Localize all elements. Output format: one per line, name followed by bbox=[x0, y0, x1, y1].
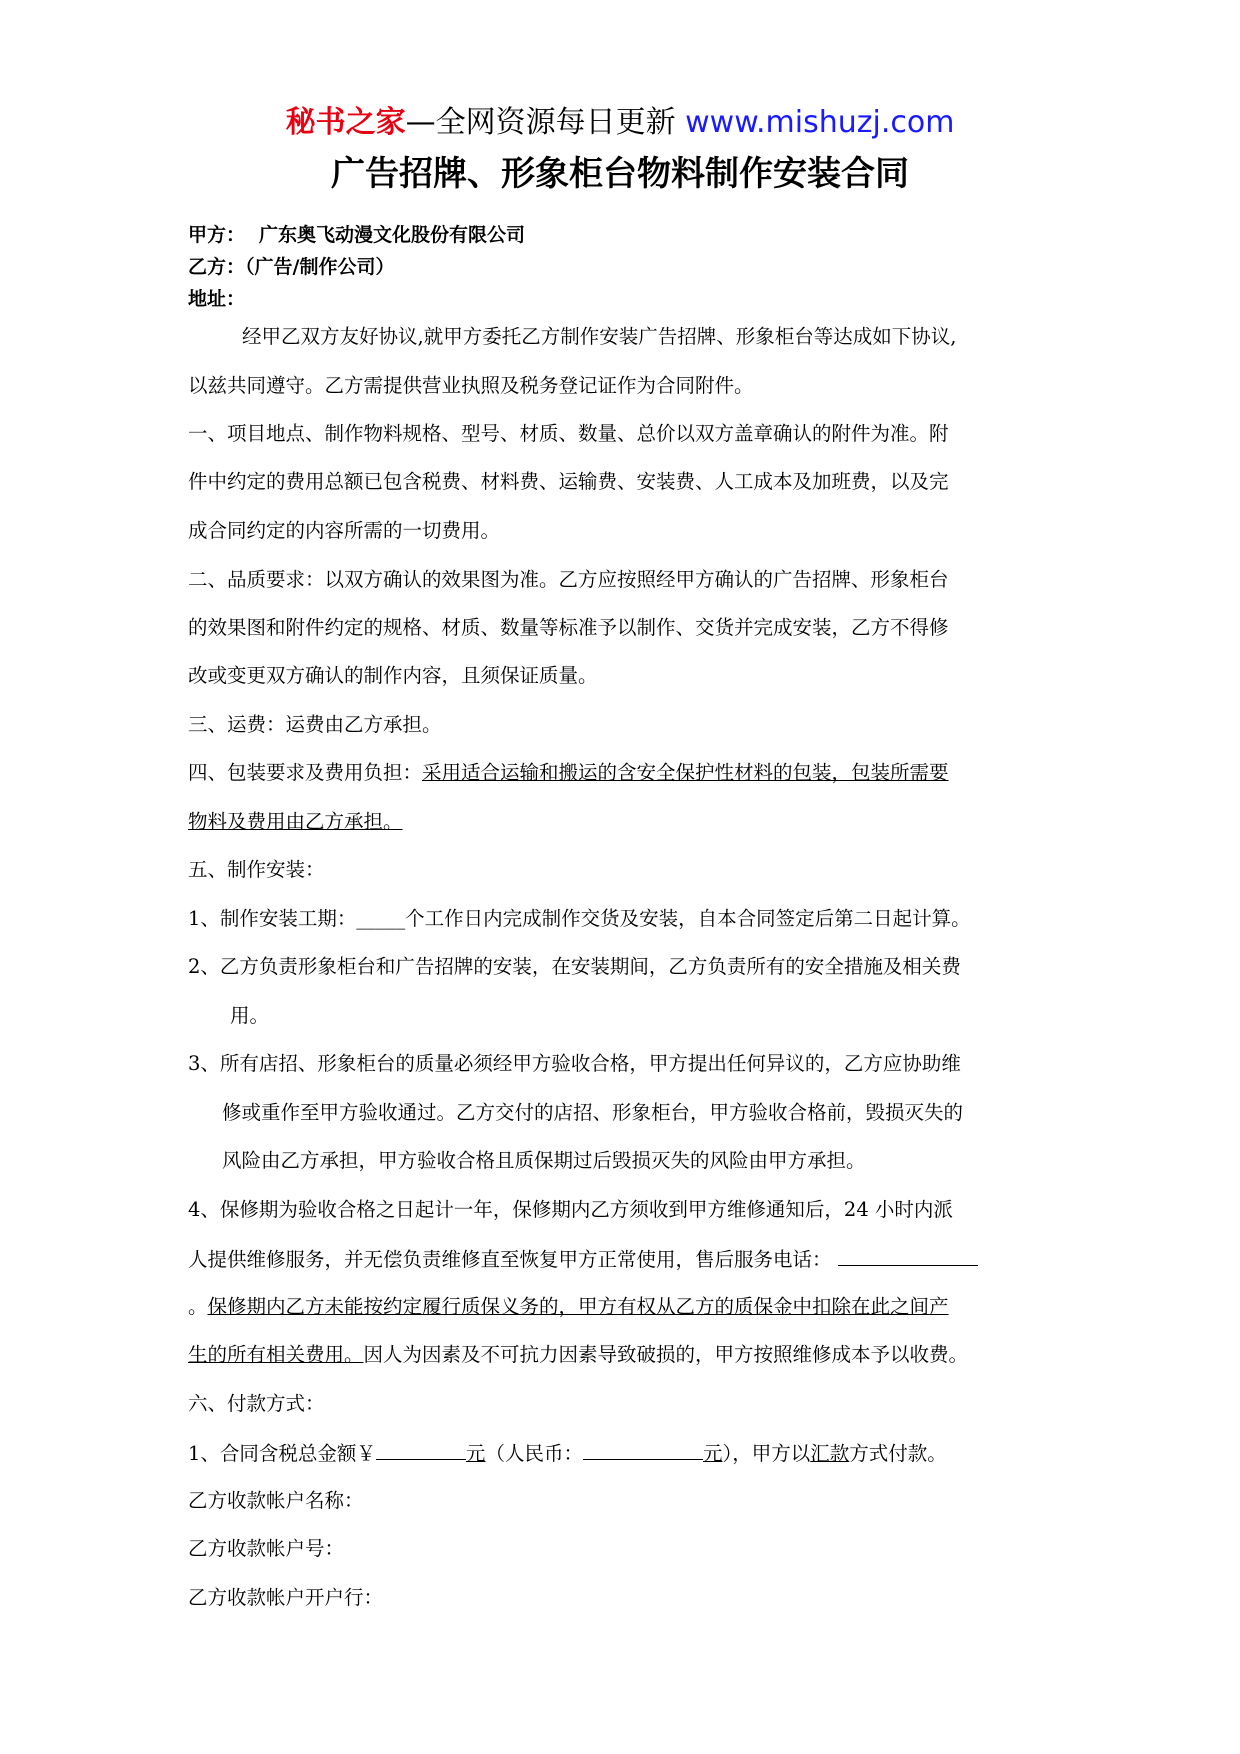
section-5-item-3: 风险由乙方承担，甲方验收合格且质保期过后毁损灭失的风险由甲方承担。 bbox=[222, 1149, 866, 1172]
section-3-line: 三、运费：运费由乙方承担。 bbox=[188, 713, 442, 736]
site-url-link[interactable]: www.mishuzj.com bbox=[685, 105, 955, 140]
service-phone-blank bbox=[838, 1243, 978, 1266]
payment-text: ），甲方以 bbox=[722, 1442, 811, 1465]
intro-line: 经甲乙双方友好协议,就甲方委托乙方制作安装广告招牌、形象柜台等达成如下协议, bbox=[242, 325, 957, 348]
party-b-value: （广告/制作公司） bbox=[245, 256, 395, 278]
address-label: 地址： bbox=[188, 288, 246, 310]
account-bank-line: 乙方收款帐户开户行： bbox=[188, 1586, 384, 1609]
address-line bbox=[188, 285, 245, 313]
site-banner bbox=[0, 103, 1240, 143]
amount-rmb-unit: 元 bbox=[702, 1442, 723, 1465]
item-4-underlined: 保修期内乙方未能按约定履行质保义务的，甲方有权从乙方的质保金中扣除在此之间产 bbox=[207, 1295, 949, 1318]
payment-tail: 方式付款。 bbox=[849, 1442, 947, 1465]
account-number-line: 乙方收款帐户号： bbox=[188, 1537, 345, 1560]
item-4-text: 人提供维修服务，并无偿负责维修直至恢复甲方正常使用，售后服务电话： bbox=[188, 1248, 832, 1271]
party-a-label: 甲方： bbox=[188, 224, 246, 246]
section-4-underlined: 采用适合运输和搬运的含安全保护性材料的包装，包装所需要 bbox=[422, 761, 949, 784]
section-4-prefix: 四、包装要求及费用负担： bbox=[188, 761, 423, 784]
section-5-item-2: 用。 bbox=[230, 1004, 270, 1027]
section-6-heading: 六、付款方式： bbox=[188, 1392, 325, 1415]
item-1-prefix: 1、制作安装工期： bbox=[188, 907, 357, 930]
amount-rmb-label: （人民币： bbox=[485, 1442, 583, 1465]
party-b-label: 乙方： bbox=[188, 256, 246, 278]
amount-prefix: 1、合同含税总金额￥ bbox=[188, 1442, 376, 1465]
item-1-suffix: 个工作日内完成制作交货及安装，自本合同签定后第二日起计算。 bbox=[405, 907, 971, 930]
document-title: 广告招牌、形象柜台物料制作安装合同 bbox=[331, 154, 909, 194]
brand-name: 秘书之家 bbox=[285, 105, 406, 140]
section-5-item-4 bbox=[188, 1243, 978, 1275]
section-6-item-1 bbox=[188, 1437, 947, 1469]
section-2-line: 改或变更双方确认的制作内容，且须保证质量。 bbox=[188, 664, 598, 687]
brand-slogan: —全网资源每日更新 bbox=[405, 105, 676, 140]
section-5-item-4: 4、保修期为验收合格之日起计一年，保修期内乙方须收到甲方维修通知后，24 小时内派 bbox=[188, 1198, 953, 1221]
intro-line: 以兹共同遵守。乙方需提供营业执照及税务登记证作为合同附件。 bbox=[188, 374, 754, 397]
item-1-blank: _____ bbox=[356, 907, 406, 930]
section-2-line: 二、品质要求：以双方确认的效果图为准。乙方应按照经甲方确认的广告招牌、形象柜台 bbox=[188, 568, 949, 591]
section-5-item-2: 2、乙方负责形象柜台和广告招牌的安装，在安装期间，乙方负责所有的安全措施及相关费 bbox=[188, 955, 961, 978]
section-1-line: 成合同约定的内容所需的一切费用。 bbox=[188, 519, 501, 542]
amount-rmb-blank bbox=[583, 1437, 703, 1460]
section-1-line: 一、项目地点、制作物料规格、型号、材质、数量、总价以双方盖章确认的附件为准。附 bbox=[188, 422, 949, 445]
amount-blank bbox=[376, 1437, 466, 1460]
item-4-prefix: 。 bbox=[188, 1295, 208, 1318]
section-1-line: 件中约定的费用总额已包含税费、材料费、运输费、安装费、人工成本及加班费，以及完 bbox=[188, 470, 949, 493]
party-a-value: 广东奥飞动漫文化股份有限公司 bbox=[259, 224, 526, 246]
section-4-line bbox=[188, 807, 403, 837]
item-4-underlined: 生的所有相关费用。 bbox=[188, 1343, 364, 1366]
section-5-item-3: 修或重作至甲方验收通过。乙方交付的店招、形象柜台，甲方验收合格前，毁损灭失的 bbox=[222, 1101, 964, 1124]
section-4-line bbox=[188, 758, 949, 788]
section-5-item-3: 3、所有店招、形象柜台的质量必须经甲方验收合格，甲方提出任何异议的，乙方应协助维 bbox=[188, 1052, 961, 1075]
section-4-underlined: 物料及费用由乙方承担。 bbox=[188, 810, 403, 833]
section-5-item-1 bbox=[188, 904, 971, 934]
section-5-item-4 bbox=[188, 1340, 968, 1370]
section-2-line: 的效果图和附件约定的规格、材质、数量等标准予以制作、交货并完成安装，乙方不得修 bbox=[188, 616, 949, 639]
payment-method: 汇款 bbox=[810, 1442, 850, 1465]
section-5-item-4 bbox=[188, 1292, 949, 1322]
item-4-suffix: 因人为因素及不可抗力因素导致破损的，甲方按照维修成本予以收费。 bbox=[363, 1343, 969, 1366]
amount-unit: 元 bbox=[465, 1442, 486, 1465]
account-name-line: 乙方收款帐户名称： bbox=[188, 1489, 364, 1512]
party-a-line bbox=[188, 221, 525, 249]
section-5-heading: 五、制作安装： bbox=[188, 858, 325, 881]
party-b-line bbox=[188, 253, 394, 281]
